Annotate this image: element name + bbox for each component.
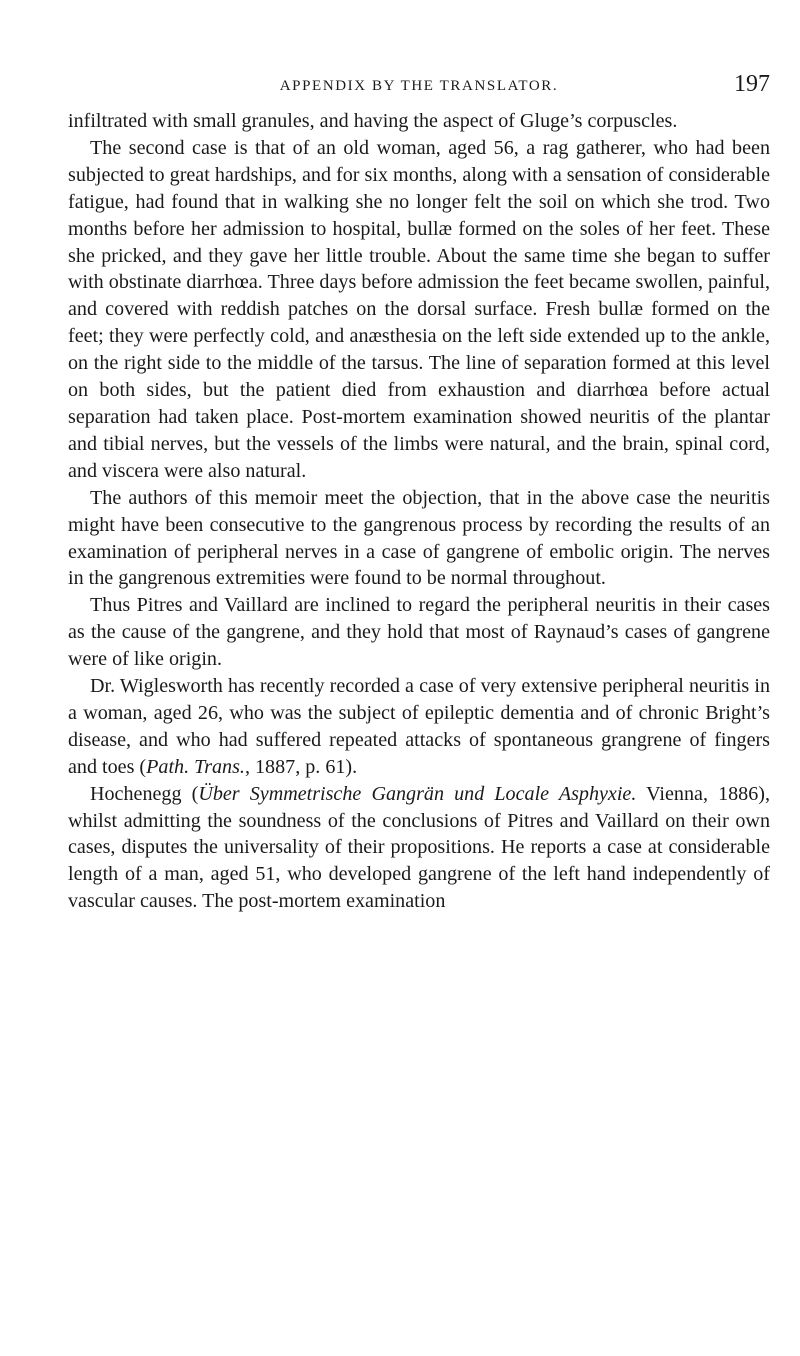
paragraph-objection: The authors of this memoir meet the objection, that in the above case the neuritis might have been consecutive to the gangrenous process by recording the results of an examination of peripheral nerves in a case of gangrene of embolic origin. The nerves in the gangrenous extremities were found to be normal throughout. bbox=[68, 486, 770, 590]
body-text bbox=[68, 108, 770, 915]
page-number: 197 bbox=[734, 71, 770, 97]
paragraph-second-case: The second case is that of an old woman, aged 56, a rag gatherer, who had been subjected to great hardships, and for six months, along with a sensation of considerable fatigue, had found that in walking she no longer felt the soil on which she trod. Two months before her admission to hospital, bullæ formed on the soles of her feet. These she pricked, and they gave her little trouble. About the same time she began to suffer with obstinate diarrhœa. Three days before admission the feet became swollen, painful, and covered with reddish patches on the dorsal surface. Fresh bullæ formed on the feet; they were perfectly cold, and anæsthesia on the left side extended up to the ankle, on the right side to the middle of the tarsus. The line of separation formed at this level on both sides, but the patient died from exhaustion and diarrhœa before actual separation had taken place. Post-mortem examination showed neuritis of the plantar and tibial nerves, but the vessels of the limbs were natural, and the brain, spinal cord, and viscera were also natural. bbox=[68, 136, 770, 482]
paragraph-continuation: infiltrated with small granules, and having the aspect of Gluge’s corpuscles. bbox=[68, 110, 678, 132]
paragraph-text: Dr. Wiglesworth has recently recorded a case of very extensive peripheral neuritis in a woman, aged 26, who was the subject of epileptic dementia and of chronic Bright’s disease, and who had suffered repeated attacks of spontaneous grangrene of fingers and toes ( bbox=[68, 675, 770, 778]
paragraph-wiglesworth bbox=[68, 673, 770, 781]
citation-italic: Path. Trans. bbox=[146, 755, 245, 778]
paragraph-text: , 1887, p. 61). bbox=[244, 755, 358, 778]
running-head bbox=[68, 72, 770, 108]
paragraph-text: Hochenegg ( bbox=[90, 782, 199, 805]
paragraph-hochenegg bbox=[68, 781, 770, 916]
citation-italic: Über Symmetrische Gangrän und Locale Asphyxie. bbox=[198, 782, 637, 805]
paragraph-text: Vienna, 1886), whilst admitting the soundness of the conclusions of Pitres and Vaillard on their own cases, disputes the universality of their propositions. He reports a case at considerable length of a man, aged 51, who developed gangrene of the left hand independently of vascular causes. The post-mortem examination bbox=[68, 782, 770, 913]
running-title: APPENDIX BY THE TRANSLATOR. bbox=[279, 78, 559, 94]
paragraph-pitres-vaillard: Thus Pitres and Vaillard are inclined to regard the peripheral neuritis in their cases as the cause of the gangrene, and they hold that most of Raynaud’s cases of gangrene were of like origin. bbox=[68, 594, 770, 671]
